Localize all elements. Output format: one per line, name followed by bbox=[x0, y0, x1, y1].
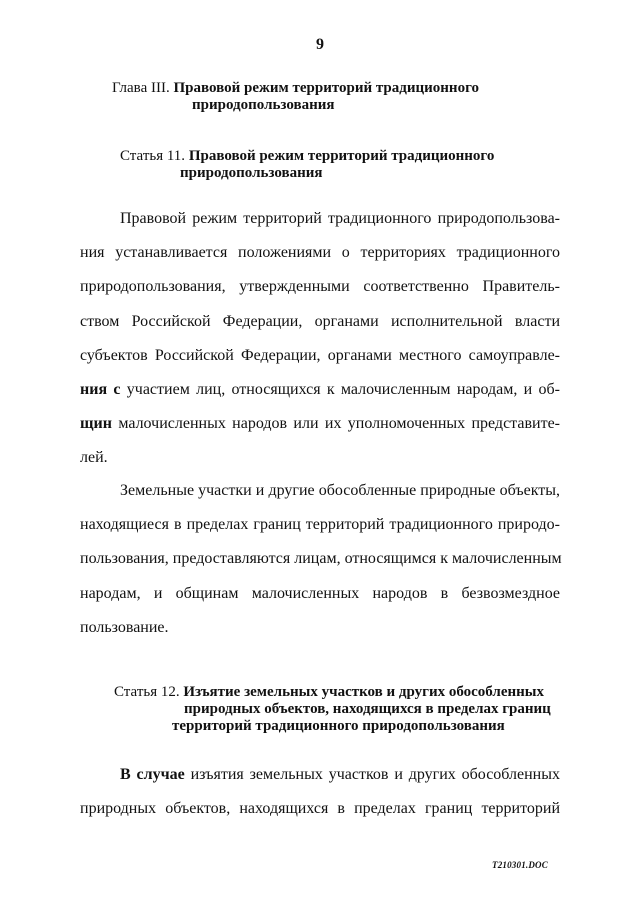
page-number: 9 bbox=[316, 36, 324, 53]
bold-fragment: щин bbox=[80, 415, 112, 433]
paragraph-2-line: находящиеся в пределах границ территорий традиционного природо- bbox=[80, 516, 560, 534]
paragraph-2-line: народам, и общинам малочисленных народов в безвозмездное bbox=[80, 584, 560, 602]
paragraph-2-line: Земельные участки и другие обособленные природные объекты, bbox=[120, 482, 560, 499]
paragraph-1-line: ния устанавливается положениями о территориях традиционного bbox=[80, 244, 560, 262]
bold-fragment: В случае bbox=[120, 766, 185, 783]
article-11-heading bbox=[120, 148, 494, 182]
paragraph-2 bbox=[80, 474, 560, 645]
paragraph-1 bbox=[80, 202, 560, 476]
paragraph-2-line: пользование. bbox=[80, 618, 169, 636]
article-11-label: Статья 11. bbox=[120, 148, 186, 164]
chapter-label: Глава III. bbox=[112, 80, 170, 96]
paragraph-1-line-6 bbox=[80, 373, 560, 407]
article-12-title-line2: природных объектов, находящихся в пределах границ bbox=[184, 701, 551, 717]
paragraph-1-line-6-text: участием лиц, относящихся к малочисленным народам, и об- bbox=[126, 381, 561, 399]
chapter-title-line2: природопользования bbox=[192, 97, 335, 113]
article-12-label: Статья 12. bbox=[114, 684, 180, 700]
article-12-title-line3: территорий традиционного природопользования bbox=[172, 718, 505, 734]
paragraph-1-line-7-text: малочисленных народов или их уполномоченных представите- bbox=[118, 415, 561, 433]
paragraph-3-line-1-text: изъятия земельных участков и других обособленных bbox=[190, 766, 560, 783]
paragraph-2-line: пользования, предоставляются лицам, относящимся к малочисленным bbox=[80, 550, 562, 568]
bold-fragment: ния с bbox=[80, 381, 121, 399]
paragraph-1-line: ством Российской Федерации, органами исполнительной власти bbox=[80, 312, 560, 330]
paragraph-3-line-1 bbox=[80, 758, 560, 792]
article-12-title-line1: Изъятие земельных участков и других обособленных bbox=[183, 684, 544, 700]
paragraph-1-line: субъектов Российской Федерации, органами местного самоуправле- bbox=[80, 346, 560, 364]
paragraph-1-line: лей. bbox=[80, 449, 108, 467]
chapter-heading bbox=[112, 80, 479, 114]
paragraph-1-line-7 bbox=[80, 407, 560, 441]
paragraph-1-line: природопользования, утвержденными соответственно Правитель- bbox=[80, 278, 560, 296]
paragraph-3-line: природных объектов, находящихся в пределах границ территорий bbox=[80, 800, 560, 818]
document-code: T210301.DOC bbox=[492, 860, 548, 870]
article-12-heading bbox=[114, 684, 584, 735]
article-11-title-line2: природопользования bbox=[180, 165, 323, 181]
paragraph-3 bbox=[80, 758, 560, 826]
article-11-title-line1: Правовой режим территорий традиционного bbox=[188, 148, 495, 164]
paragraph-1-line: Правовой режим территорий традиционного природопользова- bbox=[120, 210, 560, 227]
chapter-title-line1: Правовой режим территорий традиционного bbox=[173, 80, 480, 96]
